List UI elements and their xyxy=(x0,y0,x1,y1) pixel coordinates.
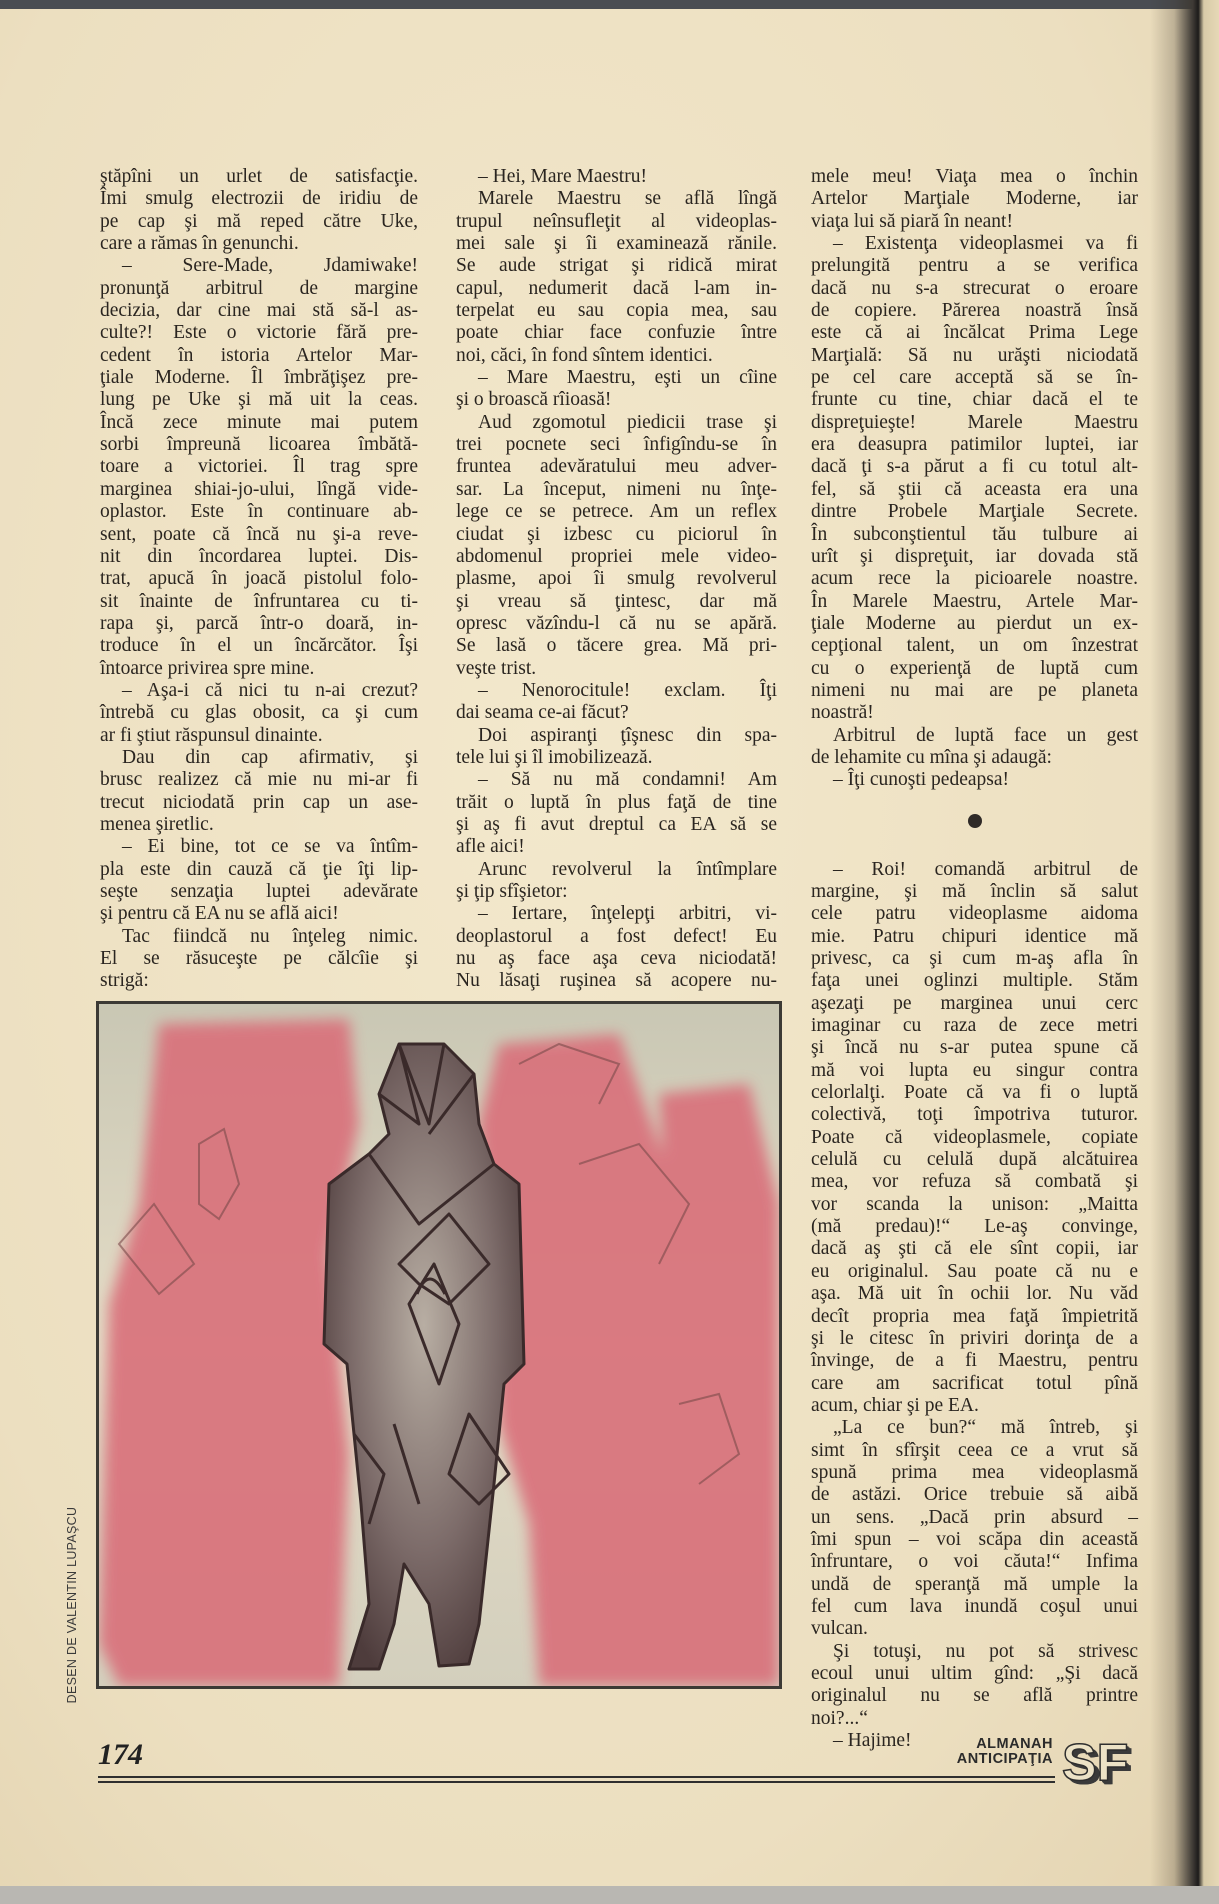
text-line: cepţional talent, un om înzestrat xyxy=(811,635,1138,657)
text-line: pla este din cauză că ţie îţi lip- xyxy=(100,858,418,880)
paragraph xyxy=(811,769,1138,791)
text-line: (mă predau)!“ Le-aş convinge, xyxy=(811,1216,1138,1238)
text-line: sar. La început, nimeni nu înţe- xyxy=(456,478,777,500)
illustration-credit: DESEN DE VALENTIN LUPAŞCU xyxy=(65,1506,79,1704)
text-line: ştăpîni un urlet de satisfacţie. xyxy=(100,166,418,187)
text-line: Nu lăsaţi ruşinea să acopere nu- xyxy=(456,970,777,992)
paragraph xyxy=(456,859,777,904)
text-line: acum, chiar şi pe EA. xyxy=(811,1394,979,1416)
text-line: de astăzi. Orice trebuie să aibă xyxy=(811,1484,1138,1506)
text-line: Dau din cap afirmativ, şi xyxy=(122,746,418,768)
text-column-2 xyxy=(456,166,777,993)
sf-logo: SF xyxy=(1062,1734,1129,1792)
text-line: pe cel care acceptă să se în- xyxy=(811,367,1138,389)
text-line: spună prima mea videoplasmă xyxy=(811,1461,1138,1483)
text-line: pe cap şi mă reped către Uke, xyxy=(100,210,418,232)
paragraph xyxy=(456,725,777,770)
brand-line-2: ANTICIPAŢIA xyxy=(956,1751,1053,1767)
text-line: trei pocnete seci înfigîndu-se în xyxy=(456,434,777,456)
text-line: de copiere. Părerea noastră însă xyxy=(811,300,1138,322)
text-line: veşte trist. xyxy=(456,657,537,679)
text-line: pronunţă arbitrul de margine xyxy=(100,277,418,299)
text-line: ecoul unui ultim gînd: „Şi dacă xyxy=(811,1663,1138,1684)
paragraph xyxy=(811,1641,1138,1730)
text-line: rapa şi, parcă într-o doară, in- xyxy=(100,612,418,634)
text-line: mea, vor refuza să combată şi xyxy=(811,1171,1138,1193)
text-line: menea şiretlic. xyxy=(100,813,214,835)
text-line: şi încă nu s-ar putea spune că xyxy=(811,1037,1138,1059)
text-line: – Aşa-i că nici tu n-ai crezut? xyxy=(122,679,418,701)
text-line: toare a victoriei. Îl trag spre xyxy=(100,456,418,478)
text-line: mele meu! Viaţa mea o închin xyxy=(811,166,1138,187)
magazine-brand xyxy=(880,1737,1053,1767)
footer-double-rule xyxy=(98,1776,1055,1778)
page-spine-shadow xyxy=(1150,0,1219,1904)
text-line: dacă aş şti că ele sînt copii, iar xyxy=(811,1238,1138,1260)
page-number: 174 xyxy=(98,1738,143,1771)
text-line: Marele Maestru se află lîngă xyxy=(478,188,777,210)
text-line: şi o broască rîioasă! xyxy=(456,389,612,411)
text-line: Şi totuşi, nu pot să strivesc xyxy=(833,1640,1138,1662)
text-line: decît propria mea faţă împietrită xyxy=(811,1305,1138,1327)
text-line: În subconştientul tău tulbure ai xyxy=(811,523,1138,545)
text-line: Poate că videoplasmele, copiate xyxy=(811,1126,1138,1148)
text-line: capul, nedumerit dacă l-am in- xyxy=(456,277,777,299)
paragraph xyxy=(100,926,418,993)
text-line: abdomenul propriei mele video- xyxy=(456,545,777,567)
text-line: decizia, dar cine mai stă să-l as- xyxy=(100,300,418,322)
bullet-separator-icon xyxy=(968,814,982,828)
text-line: Arunc revolverul la întîmplare xyxy=(478,858,777,880)
text-line: undă de speranţă mă umple la xyxy=(811,1573,1138,1595)
text-line: – Mare Maestru, eşti un cîine xyxy=(478,367,777,389)
text-line: trupul neînsufleţit al videoplas- xyxy=(456,210,777,232)
text-line: este că ai încălcat Prima Lege xyxy=(811,322,1138,344)
scan-top-edge xyxy=(0,0,1219,9)
text-line: Tac fiindcă nu înţeleg nimic. xyxy=(122,925,418,947)
text-line: Se lasă o tăcere grea. Mă pri- xyxy=(456,635,777,657)
text-column-3 xyxy=(811,166,1138,1752)
text-line: mie. Patru chipuri identice mă xyxy=(811,925,1138,947)
text-line: vor scanda la unison: „Maitta xyxy=(811,1193,1138,1215)
text-line: mă voi lupta eu singur contra xyxy=(811,1059,1138,1081)
story-illustration xyxy=(96,1001,782,1689)
text-line: oplastor. Este în continuare ab- xyxy=(100,501,418,523)
text-line: întoarce privirea spre mine. xyxy=(100,657,315,679)
text-line: era deasupra patimilor luptei, iar xyxy=(811,434,1138,456)
text-line: – Sere-Made, Jdamiwake! xyxy=(122,255,418,277)
text-line: sent, poate că încă nu şi-a reve- xyxy=(100,523,418,545)
text-line: celulă cu celulă după alcătuirea xyxy=(811,1149,1138,1171)
text-line: – Nenorocitule! exclam. Îţi xyxy=(478,679,777,701)
text-line: – Ei bine, tot ce se va întîm- xyxy=(122,836,418,858)
text-line: troduce în el un încărcător. Îşi xyxy=(100,635,418,657)
text-line: dintre Probele Marţiale Secrete. xyxy=(811,501,1138,523)
text-line: fel cum lava inundă coşul unui xyxy=(811,1595,1138,1617)
text-line: dai seama ce-ai făcut? xyxy=(456,702,629,724)
text-line: care a rămas în genunchi. xyxy=(100,233,299,255)
text-line: poate chiar face confuzie între xyxy=(456,322,777,344)
text-line: – Hajime! xyxy=(833,1730,912,1752)
text-line: – Roi! comandă arbitrul de xyxy=(833,858,1138,880)
text-line: Arbitrul de luptă face un gest xyxy=(833,724,1138,746)
text-line: noastră! xyxy=(811,702,874,724)
text-line: înfruntare, o voi căuta!“ Infima xyxy=(811,1551,1138,1573)
scan-bottom-edge xyxy=(0,1886,1219,1904)
text-line: cu o experienţă de luptă cum xyxy=(811,657,1138,679)
text-line: – Să nu mă condamni! Am xyxy=(478,769,777,791)
text-line: plasme, apoi îi smulg revolverul xyxy=(456,568,777,590)
section-separator xyxy=(811,792,1138,859)
text-line: Doi aspiranţi ţîşnesc din spa- xyxy=(478,724,777,746)
paragraph xyxy=(100,255,418,680)
text-line: mei sale şi îi examinează rănile. xyxy=(456,233,777,255)
text-line: şi ţip sfîşietor: xyxy=(456,881,568,902)
text-line: trăit o luptă în plus faţă de tine xyxy=(456,791,777,813)
text-line: colectivă, toţi împotriva tuturor. xyxy=(811,1104,1138,1126)
text-line: un sens. „Dacă prin absurd – xyxy=(811,1506,1138,1528)
text-line: brusc realizez că mie nu mi-ar fi xyxy=(100,769,418,791)
paragraph xyxy=(456,188,777,367)
text-line: margine, şi mă înclin să salut xyxy=(811,880,1138,902)
paragraph xyxy=(811,1417,1138,1640)
text-line: acum rece la picioarele noastre. xyxy=(811,568,1138,590)
text-line: Aud zgomotul piedicii trase şi xyxy=(478,411,777,433)
text-line: – Iertare, înţelepţi arbitri, vi- xyxy=(478,903,777,925)
text-line: afle aici! xyxy=(456,836,525,858)
paragraph xyxy=(456,769,777,858)
text-line: aşezaţi pe marginea unui cerc xyxy=(811,992,1138,1014)
text-line: nimeni nu mai are pe planeta xyxy=(811,679,1138,701)
text-line: tele lui şi îl imobilizează. xyxy=(456,746,653,768)
paragraph xyxy=(100,836,418,925)
text-line: celorlalţi. Poate că va fi o luptă xyxy=(811,1082,1138,1104)
text-line: originalul nu se află printre xyxy=(811,1685,1138,1707)
text-line: şi le citesc în priviri dorinţa de a xyxy=(811,1327,1138,1349)
text-line: lung pe Uke şi mă uit la ceas. xyxy=(100,389,418,411)
text-line: nit din încordarea luptei. Dis- xyxy=(100,545,418,567)
text-column-1 xyxy=(100,166,418,993)
paragraph xyxy=(100,166,418,255)
illustration-figures xyxy=(99,1004,779,1686)
text-line: „La ce bun?“ mă întreb, şi xyxy=(833,1417,1138,1439)
paragraph xyxy=(811,725,1138,770)
text-line: prelungită pentru a se verifica xyxy=(811,255,1138,277)
text-line: care am sacrificat totul pînă xyxy=(811,1372,1138,1394)
paragraph xyxy=(100,680,418,747)
paragraph xyxy=(456,680,777,725)
text-line: ţiale Moderne au pierdut un ex- xyxy=(811,612,1138,634)
text-line: învinge, de a fi Maestru, pentru xyxy=(811,1350,1138,1372)
text-line: sit înainte de înfruntarea cu ti- xyxy=(100,590,418,612)
text-line: cele patru videoplasme aidoma xyxy=(811,903,1138,925)
text-line: marginea shiai-jo-ului, lîngă vide- xyxy=(100,478,418,500)
paragraph xyxy=(811,859,1138,1418)
text-line: şi aş fi avut dreptul ca EA să se xyxy=(456,813,777,835)
text-line: Marţială: Să nu urăşti niciodată xyxy=(811,344,1138,366)
text-line: cedent în istoria Artelor Mar- xyxy=(100,344,418,366)
text-line: sorbi împreună licoarea îmbătă- xyxy=(100,434,418,456)
text-line: Artelor Marţiale Moderne, iar xyxy=(811,188,1138,210)
paragraph xyxy=(100,747,418,836)
text-line: viaţa lui să piară în neant! xyxy=(811,210,1013,232)
text-line: – Îţi cunoşti pedeapsa! xyxy=(833,769,1009,791)
text-line: privesc, ca şi cum m-aş afla în xyxy=(811,948,1138,969)
text-line: trat, apucă în joacă pistolul folo- xyxy=(100,568,418,590)
text-line: culte?! Este o victorie fără pre- xyxy=(100,322,418,344)
text-line: faţa unei oglinzi multiple. Stăm xyxy=(811,970,1138,992)
text-line: Încă zece minute mai putem xyxy=(100,411,418,433)
paragraph xyxy=(811,233,1138,725)
text-line: Îmi smulg electrozii de iridiu de xyxy=(100,188,418,210)
text-line: vulcan. xyxy=(811,1618,868,1640)
text-line: întrebă cu glas obosit, ca şi cum xyxy=(100,702,418,724)
text-line: lege ce se petrece. Am un reflex xyxy=(456,501,777,523)
text-line: dacă nu s-a strecurat o eroare xyxy=(811,277,1138,299)
text-line: aşa. Mă uit în ochii lor. Nu văd xyxy=(811,1283,1138,1305)
text-line: El se răsuceşte pe călcîie şi xyxy=(100,948,418,970)
text-line: de lehamite cu mîna şi adaugă: xyxy=(811,746,1052,768)
text-line: În Marele Maestru, Artele Mar- xyxy=(811,590,1138,612)
text-line: nu aş face aşa ceva niciodată! xyxy=(456,948,777,970)
text-line: fruntea adevăratului meu adver- xyxy=(456,456,777,478)
text-line: noi, căci, în fond sîntem identici. xyxy=(456,344,713,366)
paragraph xyxy=(456,166,777,188)
paragraph xyxy=(456,412,777,680)
text-line: noi?...“ xyxy=(811,1707,868,1729)
brand-line-1: ALMANAH xyxy=(976,1736,1053,1752)
paragraph xyxy=(456,367,777,412)
text-line: strigă: xyxy=(100,970,149,992)
text-line: – Hei, Mare Maestru! xyxy=(478,166,647,187)
text-line: opresc văzîndu-l că nu se apără. xyxy=(456,612,777,634)
text-line: trecut niciodată prin cap un ase- xyxy=(100,791,418,813)
text-line: simt în sfîrşit ceea ce a vrut să xyxy=(811,1439,1138,1461)
text-line: fel, să ştii că aceasta era una xyxy=(811,478,1138,500)
text-line: ciudat şi izbesc cu piciorul în xyxy=(456,523,777,545)
text-line: eu originalul. Sau poate că nu e xyxy=(811,1260,1138,1282)
text-line: imaginar cu raza de zece metri xyxy=(811,1015,1138,1037)
text-line: terpelat eu sau copia mea, sau xyxy=(456,300,777,322)
text-line: îmi spun – voi scăpa din această xyxy=(811,1528,1138,1550)
paragraph xyxy=(811,166,1138,233)
paragraph xyxy=(456,903,777,992)
text-line: – Existenţa videoplasmei va fi xyxy=(833,233,1138,255)
text-line: seşte senzaţia luptei adevărate xyxy=(100,881,418,902)
text-line: şi pentru că EA nu se află aici! xyxy=(100,903,339,925)
text-line: dacă ţi s-a părut a fi cu totul alt- xyxy=(811,456,1138,478)
text-line: urît şi dispreţuit, iar dovada stă xyxy=(811,545,1138,567)
text-line: şi vreau să ţintesc, dar mă xyxy=(456,590,777,612)
text-line: Se aude strigat şi ridică mirat xyxy=(456,255,777,277)
text-line: dispreţuieşte! Marele Maestru xyxy=(811,411,1138,433)
text-line: ar fi ştiut răspunsul dinainte. xyxy=(100,724,323,746)
text-line: deoplastorul a fost defect! Eu xyxy=(456,925,777,947)
text-line: ţiale Moderne. Îl îmbrăţişez pre- xyxy=(100,367,418,389)
text-line: frunte cu tine, chiar dacă el te xyxy=(811,389,1138,411)
